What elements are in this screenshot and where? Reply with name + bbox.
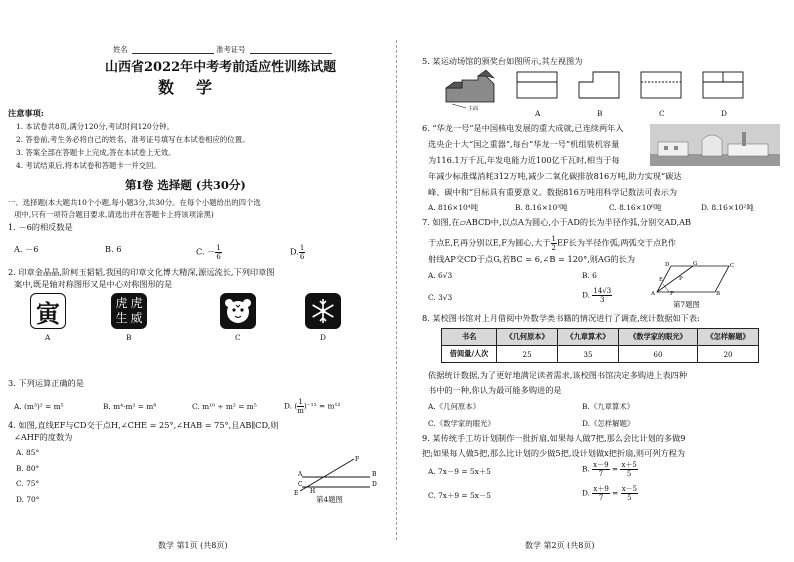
q4-point-h: H: [310, 488, 316, 495]
q5-label-a: A: [535, 109, 541, 118]
q6-line-4: 年减少标准煤消耗312万吨,减少二氧化碳排放816万吨,助力实现“碳达: [428, 171, 682, 181]
table-row: [442, 346, 759, 363]
q8-header-book: 书名: [442, 329, 497, 346]
q5-options-figure: [517, 68, 777, 108]
subject-title: 数学: [158, 78, 235, 97]
q6-option-d: D. 8.16×10²吨: [701, 203, 754, 212]
q7-line-2: 于点E,F,再分别以E,F为圆心,大于 $\frac{1}{2}$ EF长为半径作弧,两弧交于点P,作: [428, 235, 676, 252]
footer-page-2: 数学 第2页 (共8页): [525, 541, 595, 550]
seal-a-icon: [30, 293, 66, 329]
seal-b-char-3: 生: [115, 311, 128, 325]
exam-no-line: [250, 53, 332, 54]
q2-label-a: A: [45, 333, 51, 342]
q8-row-label: 借阅量/人次: [442, 346, 497, 363]
q8-value-3: 60: [618, 346, 697, 363]
q1-option-a: A. －6: [14, 244, 39, 254]
q2-label-d: D: [320, 333, 326, 342]
q7-point-g: G: [693, 261, 698, 267]
q4-point-c: C: [298, 481, 303, 488]
q8-header-1: 《几何原本》: [497, 329, 558, 346]
q9-option-b: B. $\frac{x-9}{7}$ = $\frac{x+5}{5}$: [582, 461, 637, 478]
q4-option-c: C. 75°: [16, 479, 40, 488]
section-1-instruction-2: 项中,只有一项符合题目要求,请选出并在答题卡上将该项涂黑): [14, 210, 214, 219]
q6-line-1: 6. “华龙一号”是中国核电发展的重大成就,已连续两年入: [422, 123, 624, 133]
q3-option-b: B. m⁴·m² = m⁸: [103, 402, 157, 411]
q4-option-d: D. 70°: [16, 495, 40, 504]
page-2: [397, 0, 794, 562]
snowflake-icon: [305, 293, 341, 329]
q6-option-b: B. 8.16×10³吨: [515, 203, 568, 212]
q8-option-b: B.《九章算术》: [582, 402, 635, 411]
q5-label-d: D: [721, 109, 727, 118]
q7-line-1: 7. 如图,在▱ABCD中,以点A为圆心,小于AD的长为半径作弧,分别交AD,AB: [422, 217, 692, 227]
q5-label-b: B: [597, 109, 603, 118]
q9-option-c: C. 7x＋9 = 5x－5: [428, 491, 491, 500]
q4-figure-caption: 第4题图: [316, 495, 343, 504]
q8-header-4: 《怎样解题》: [698, 329, 759, 346]
q7-option-c: C. 3√3: [428, 293, 453, 302]
note-2: 2. 答卷前,考生务必将自己的姓名、准考证号填写在本试卷相应的位置。: [16, 135, 250, 144]
note-3: 3. 答案全部在答题卡上完成,答在本试卷上无效。: [16, 148, 176, 157]
q6-option-a: A. 816×10⁴吨: [428, 203, 479, 212]
section-1-instruction-1: 一、选择题(本大题共10个小题,每小题3分,共30分。在每个小题给出的四个选: [8, 198, 261, 207]
q5-front-label: 主面: [468, 106, 479, 112]
q4-point-a: A: [298, 471, 303, 478]
name-label: 姓名: [113, 45, 128, 54]
q6-option-c: C. 8.16×10⁶吨: [609, 203, 662, 212]
q5-podium-shape: [446, 76, 494, 102]
q7-figure-caption: 第7题图: [673, 300, 700, 309]
q8-option-c: C.《数学家的眼光》: [428, 419, 495, 428]
nuclear-plant-photo: [650, 124, 780, 166]
q3-option-c: C. m¹⁰ ÷ m² = m⁵: [192, 402, 257, 411]
q7-point-e: E: [659, 277, 664, 283]
q7-point-c: C: [730, 263, 735, 269]
seal-b-char-4: 威: [130, 311, 143, 325]
q7-line-3: 射线AP交CD于点G,若BC = 6,∠B = 120°,则AG的长为: [428, 254, 636, 264]
q4-point-e: E: [294, 490, 299, 497]
q7-point-b: B: [716, 291, 721, 297]
q7-option-a: A. 6√3: [428, 271, 453, 280]
q5-podium-top-left: [446, 82, 462, 88]
q5-option-c-shape: [641, 72, 681, 98]
q8-table-header-row: [442, 329, 759, 346]
q7-point-p: P: [679, 276, 683, 282]
q8-value-4: 20: [698, 346, 759, 363]
q4-option-a: A. 85°: [16, 448, 40, 457]
tiger-face-icon: [220, 293, 256, 329]
q8-after-2: 书中的一种,你认为最可能多购进的是: [428, 385, 562, 395]
section-1-title: 第Ⅰ卷 选择题 (共30分): [125, 178, 246, 192]
q8-value-2: 35: [558, 346, 619, 363]
q7-point-a: A: [651, 291, 655, 297]
q2-stem-2: 案中,既是轴对称图形又是中心对称图形的是: [14, 279, 173, 289]
name-line: [132, 53, 214, 54]
q7-point-f: F: [670, 291, 674, 297]
q1-stem: 1. －6的相反数是: [8, 222, 73, 232]
q3-stem: 3. 下列运算正确的是: [8, 378, 84, 388]
q2-label-b: B: [126, 333, 132, 342]
q4-point-b: B: [372, 471, 377, 478]
q8-table: [441, 328, 759, 363]
q5-stem: 5. 某运动场馆的颁奖台如图所示,其左视图为: [422, 56, 583, 66]
seal-a-char: 寅: [36, 298, 60, 328]
q4-point-d: D: [372, 481, 377, 488]
notes-heading: 注意事项:: [8, 108, 44, 118]
q2-stem-1: 2. 印章金晶晶,阶柯玉韬韬,我国的印章文化博大精深,源远流长,下列印章图: [8, 267, 275, 277]
q4-stem-1: 4. 如图,直线EF与CD交于点H,∠CHE = 25°,∠HAB = 75°,且AB∥CD,则: [8, 420, 279, 430]
q9-option-d: D. $\frac{x+9}{7}$ = $\frac{x-5}{5}$: [582, 485, 638, 502]
q7-parallelogram-figure: [653, 262, 733, 296]
q3-option-a: A. (m³)² = m⁵: [14, 402, 64, 411]
q7-parallelogram: [657, 266, 729, 292]
q9-option-a: A. 7x－9 = 5x＋5: [428, 467, 491, 476]
q6-line-3: 为116.1万千瓦,年发电能力近100亿千瓦时,相当于每: [428, 155, 620, 165]
q8-stem: 8. 某校图书馆对上月借阅中外数学类书籍的情况进行了调查,统计数据如下表:: [422, 313, 700, 323]
q7-option-d: D. $\frac{14√3}{3}$: [582, 287, 612, 304]
q4-option-b: B. 80°: [16, 464, 40, 473]
q8-header-2: 《九章算术》: [558, 329, 619, 346]
q2-label-c: C: [235, 333, 241, 342]
q6-line-2: 选央企十大“国之重器”,每台“华龙一号”机组装机容量: [428, 139, 620, 149]
q1-option-d: D. $\frac{1}{6}$: [290, 244, 305, 261]
q4-line-ef: [300, 459, 354, 491]
seal-b-icon: [111, 293, 147, 329]
q6-line-5: 峰、碳中和”目标具有重要意义。数据816万吨用科学记数法可表示为: [428, 187, 678, 197]
q5-podium-figure: [442, 74, 512, 110]
q1-option-b: B. 6: [105, 244, 122, 254]
q5-option-a-shape: [517, 72, 557, 98]
q5-option-b-shape: [579, 72, 619, 98]
q5-option-d-shape: [703, 72, 743, 98]
q4-stem-2: ∠AHF的度数为: [14, 432, 73, 442]
seal-b-char-2: 虎: [130, 296, 143, 310]
q8-header-3: 《数学家的眼光》: [618, 329, 697, 346]
note-4: 4. 考试结束后,将本试卷和答题卡一并交回。: [16, 161, 161, 170]
q8-after-1: 依据统计数据,为了更好地满足读者需求,该校图书馆决定多购进上表四种: [428, 370, 688, 380]
q5-front-arrow: [452, 104, 466, 108]
q7-point-d: D: [665, 262, 670, 268]
q9-stem-1: 9. 某传统手工坊计划制作一批折扇,如果每人做7把,那么会比计划的多做9: [422, 433, 686, 443]
q7-option-b: B. 6: [582, 271, 597, 280]
q8-option-a: A.《几何原本》: [428, 402, 481, 411]
q9-stem-2: 把;如果每人做5把,那么比计划的少做5把,设计划做x把折扇,则可列方程为: [422, 448, 686, 458]
exam-no-label: 准考证号: [216, 45, 246, 54]
q4-point-f: F: [355, 456, 360, 463]
q3-option-d: D. ( $\frac{1}{m}$ )⁻¹² = m¹²: [284, 398, 341, 415]
q8-option-d: D.《怎样解题》: [582, 419, 635, 428]
seal-b-char-1: 虎: [115, 296, 128, 310]
q5-label-c: C: [659, 109, 665, 118]
note-1: 1. 本试卷共8页,满分120分,考试时间120分钟。: [16, 122, 174, 131]
footer-page-1: 数学 第1页 (共8页): [158, 541, 228, 550]
q1-option-c: C. － $\frac{1}{6}$: [196, 244, 221, 261]
q8-value-1: 25: [497, 346, 558, 363]
q4-figure: [294, 455, 378, 497]
exam-title: 山西省2022年中考考前适应性训练试题: [105, 60, 337, 75]
